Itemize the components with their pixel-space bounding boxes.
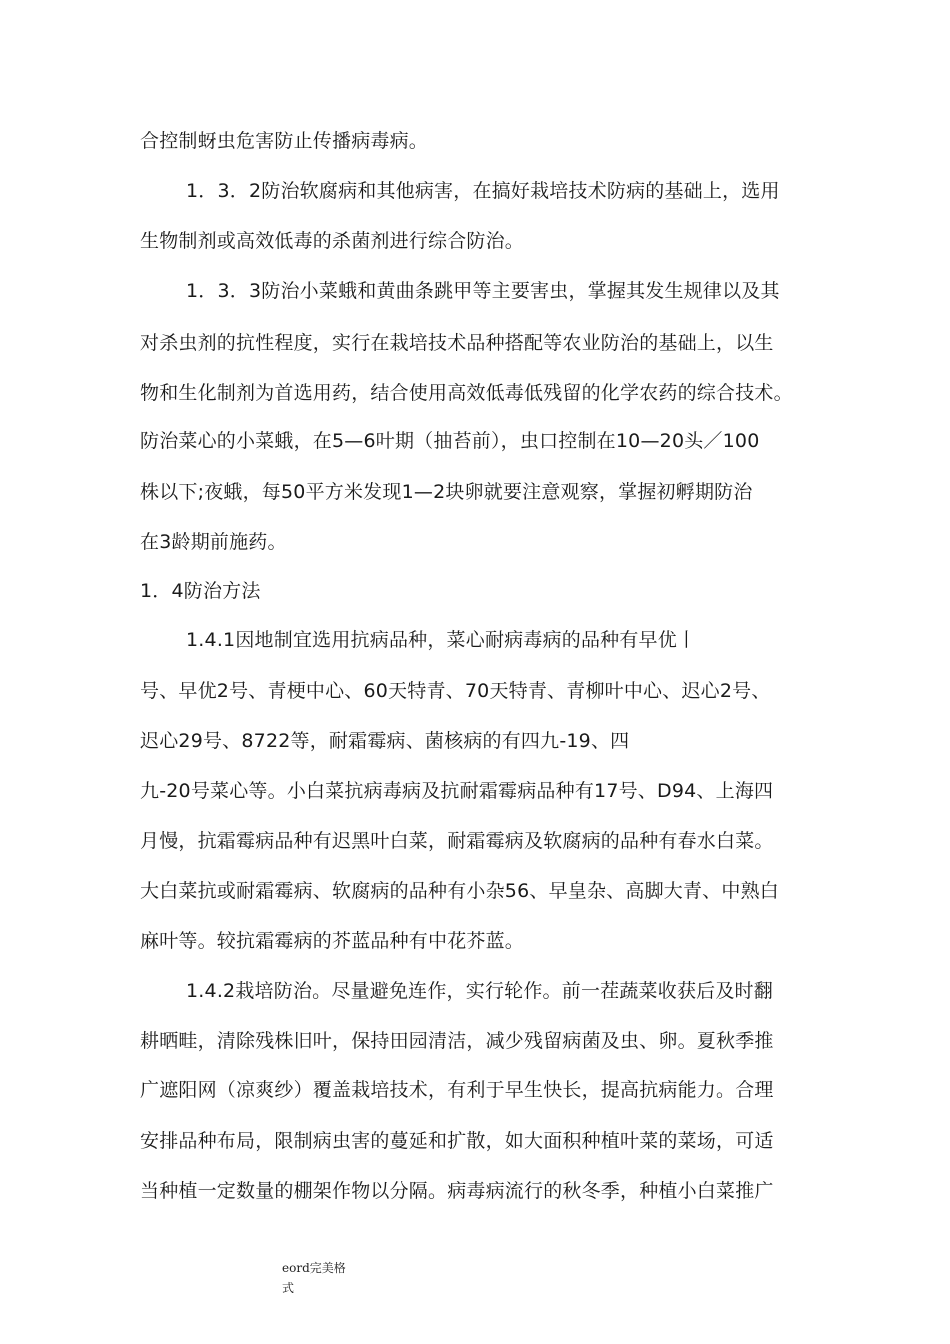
text-line: 株以下;夜蛾，每50平方米发现1—2块卵就要注意观察，掌握初孵期防治 <box>140 481 753 503</box>
footer-line: 式 <box>282 1281 295 1295</box>
text-line: 迟心29号、8722等，耐霜霉病、菌核病的有四九-19、四 <box>140 730 630 752</box>
text-line: 当种植一定数量的棚架作物以分隔。病毒病流行的秋冬季，种植小白菜推广 <box>140 1180 774 1202</box>
text-line: 广遮阳网（凉爽纱）覆盖栽培技术，有利于早生快长，提高抗病能力。合理 <box>140 1079 774 1101</box>
text-line: 物和生化制剂为首选用药，结合使用高效低毒低残留的化学农药的综合技术。 <box>140 382 793 404</box>
page-footer <box>282 1258 346 1298</box>
text-line: 防治菜心的小菜蛾，在5—6叶期（抽苔前），虫口控制在10—20头／100 <box>140 430 760 452</box>
text-line: 大白菜抗或耐霜霉病、软腐病的品种有小杂56、早皇杂、高脚大青、中熟白 <box>140 880 779 902</box>
text-line: 麻叶等。较抗霜霉病的芥蓝品种有中花芥蓝。 <box>140 930 525 952</box>
text-line: 九-20号菜心等。小白菜抗病毒病及抗耐霜霉病品种有17号、D94、上海四 <box>140 780 774 802</box>
text-line: 号、早优2号、青梗中心、60天特青、70天特青、青柳叶中心、迟心2号、 <box>140 680 771 702</box>
text-line: 生物制剂或高效低毒的杀菌剂进行综合防治。 <box>140 230 525 252</box>
text-line: 1.4.2栽培防治。尽量避免连作，实行轮作。前一茬蔬菜收获后及时翻 <box>186 980 773 1002</box>
section-heading: 1．4防治方法 <box>140 580 261 602</box>
text-line: 1．3．2防治软腐病和其他病害，在搞好栽培技术防病的基础上，选用 <box>186 180 780 202</box>
text-line: 1.4.1因地制宜选用抗病品种，菜心耐病毒病的品种有早优丨 <box>186 629 697 651</box>
text-line: 耕晒畦，清除残株旧叶，保持田园清洁，减少残留病菌及虫、卵。夏秋季推 <box>140 1030 774 1052</box>
text-line: 合控制蚜虫危害防止传播病毒病。 <box>140 130 429 152</box>
text-line: 在3龄期前施药。 <box>140 531 287 553</box>
text-line: 对杀虫剂的抗性程度，实行在栽培技术品种搭配等农业防治的基础上，以生 <box>140 332 774 354</box>
text-line: 安排品种布局，限制病虫害的蔓延和扩散，如大面积种植叶菜的菜场，可适 <box>140 1130 774 1152</box>
text-line: 月慢，抗霜霉病品种有迟黑叶白菜，耐霜霉病及软腐病的品种有春水白菜。 <box>140 830 774 852</box>
footer-line: eord完美格 <box>282 1261 346 1275</box>
text-line: 1．3．3防治小菜蛾和黄曲条跳甲等主要害虫，掌握其发生规律以及其 <box>186 280 780 302</box>
